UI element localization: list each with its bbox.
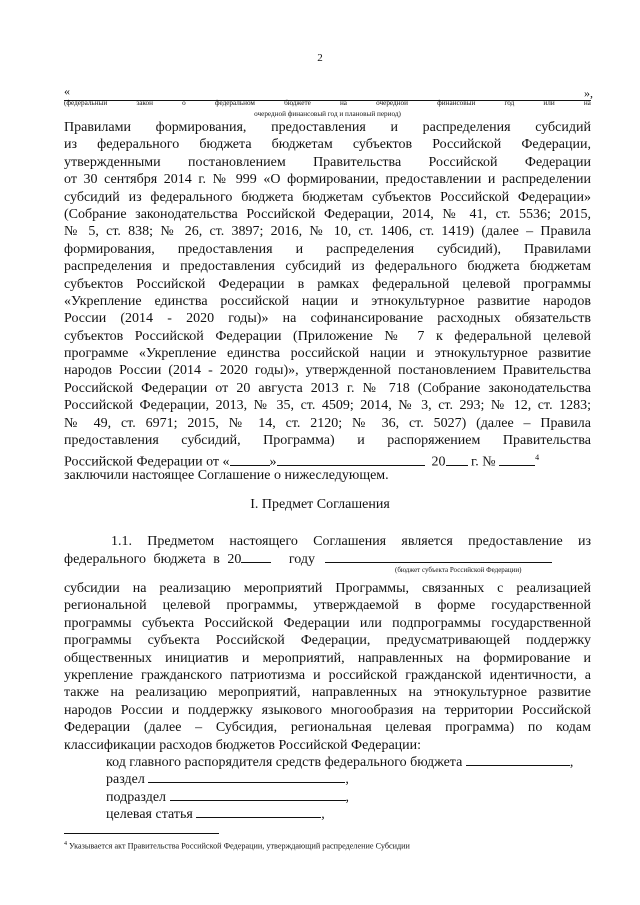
target-article-field bbox=[196, 805, 321, 818]
text-line: программы субъекта Российской Федерации или подпрограммы государственной bbox=[64, 615, 591, 631]
text-line: № 5, ст. 838; № 26, ст. 3897; 2016, № 10, ст. 1406, ст. 1419) (далее – Правила bbox=[64, 224, 591, 240]
text-line: распределения и предоставления субсидий из федерального бюджета бюджетам bbox=[64, 259, 591, 275]
footnote bbox=[64, 841, 410, 851]
text-line: программе «Укрепление единства российской нации и этнокультурное развитие bbox=[64, 346, 591, 362]
section-title: I. Предмет Соглашения bbox=[250, 497, 390, 512]
caption-word: на bbox=[583, 99, 591, 107]
text-line: субъектов Российской Федерации в рамках федеральной целевой программы bbox=[64, 276, 591, 292]
text-line: формирования, предоставления и распределения субсидий), Правилами bbox=[64, 241, 591, 257]
text-line: России (2014 - 2020 годы)» на софинансирование расходных обязательств bbox=[64, 311, 591, 327]
text-line: субъектов Российской Федерации (Приложение № 7 к федеральной целевой bbox=[64, 328, 591, 344]
code-row-subsection: подраздел , bbox=[106, 789, 350, 805]
text-line: Правилами формирования, предоставления и распределения субсидий bbox=[64, 120, 591, 135]
caption-word: очередной bbox=[376, 99, 408, 107]
classification-codes bbox=[106, 753, 596, 823]
text-line: из федерального бюджета бюджетам субъектов Российской Федерации, bbox=[64, 137, 591, 153]
text-line: субсидий из федерального бюджета бюджетам субъектов Российской Федерации» bbox=[64, 189, 591, 205]
text-line: № 49, ст. 6971; 2015, № 14, ст. 2120; № 36, ст. 5027) (далее – Правила bbox=[64, 415, 591, 431]
text-line: программы субъекта Российской Федерации, предусматривающей поддержку bbox=[64, 633, 591, 649]
year-blank bbox=[446, 453, 468, 466]
page-number: 2 bbox=[317, 52, 323, 64]
federal-law-caption bbox=[64, 99, 591, 107]
text-line: народов России и поддержку языкового многообразия на территории Российской bbox=[64, 702, 591, 718]
footnote-ref: 4 bbox=[535, 453, 540, 463]
text-line: от 30 сентября 2014 г. № 999 «О формировании, предоставлении и распределении bbox=[64, 172, 591, 188]
code-row-section: раздел , bbox=[106, 772, 349, 788]
order-date-line: Российской Федерации от « » 20 г. № $^4$ bbox=[64, 453, 540, 471]
footnote-text: Указывается акт Правительства Российской Федерации, утверждающий распределение Субсидии bbox=[69, 841, 410, 851]
caption-word: или bbox=[543, 99, 555, 107]
text-line: региональной целевой программы, утверждаемой в форме государственной bbox=[64, 598, 591, 614]
caption-word: о bbox=[182, 99, 186, 107]
subsection-code-field bbox=[170, 788, 346, 801]
open-quote: « bbox=[64, 84, 70, 98]
text-line: укрепление гражданского патриотизма и российской гражданской идентичности, а bbox=[64, 667, 591, 683]
caption-word: закон bbox=[136, 99, 153, 107]
caption-word: бюджете bbox=[284, 99, 311, 107]
code-row-grbs: код главного распорядителя средств федерального бюджета , bbox=[106, 755, 574, 770]
caption-word: финансовый bbox=[437, 99, 476, 107]
text-line: предоставления субсидий, Программа) и распоряжением Правительства bbox=[64, 433, 591, 449]
text-line: также на реализацию мероприятий, направленных на этнокультурное развитие bbox=[64, 685, 591, 701]
caption-word: (федеральный bbox=[64, 99, 108, 107]
footnote-divider bbox=[64, 833, 219, 834]
caption-word: федеральном bbox=[214, 99, 255, 107]
subsidy-paragraph bbox=[64, 580, 591, 754]
text-line: 1.1. Предметом настоящего Соглашения является предоставление из bbox=[111, 534, 591, 549]
text-line: общественных инициатив и мероприятий, направленных на формирование и bbox=[64, 650, 591, 666]
grbs-code-field bbox=[466, 753, 570, 766]
budget-subject-caption: (бюджет субъекта Российской Федерации) bbox=[395, 566, 522, 574]
text-line: классификации расходов бюджетов Российской Федерации: bbox=[64, 737, 422, 753]
caption-word: на bbox=[339, 99, 347, 107]
month-blank bbox=[277, 453, 425, 466]
text-line: утвержденными постановлением Правительства Российской Федерации bbox=[64, 154, 591, 170]
year-blank bbox=[241, 550, 271, 563]
code-row-target: целевая статья , bbox=[106, 807, 325, 823]
text-line: заключили настоящее Соглашение о нижеследующем. bbox=[64, 467, 389, 483]
text-line: Федерации (далее – Субсидия, региональная целевая программа) по кодам bbox=[64, 720, 591, 736]
caption-word: год bbox=[504, 99, 515, 107]
text-line: субсидии на реализацию мероприятий Программы, связанных с реализацией bbox=[64, 581, 591, 596]
federal-law-caption-line2: очередной финансовый год и плановый период) bbox=[254, 110, 401, 118]
text-line: «Укрепление единства российской нации и этнокультурное развитие народов bbox=[64, 293, 591, 309]
budget-line: федерального бюджета в 20 году bbox=[64, 550, 591, 567]
preamble-paragraph bbox=[64, 119, 591, 484]
number-blank bbox=[499, 453, 535, 466]
day-blank bbox=[230, 453, 270, 466]
close-quote: », bbox=[584, 86, 593, 100]
budget-subject-field bbox=[325, 550, 552, 563]
footnote-number: 4 bbox=[64, 841, 67, 847]
section-code-field bbox=[148, 770, 345, 783]
text-line: Российской Федерации, 2013, № 35, ст. 4509; 2014, № 3, ст. 293; № 12, ст. 1283; bbox=[64, 398, 591, 414]
text-line: Российской Федерации от 20 августа 2013 г. № 718 (Собрание законодательства bbox=[64, 380, 591, 396]
text-line: народов России (2014 - 2020 годы)», утвержденной постановлением Правительства bbox=[64, 363, 591, 379]
text-line: (Собрание законодательства Российской Федерации, 2014, № 41, ст. 5536; 2015, bbox=[64, 206, 591, 222]
clause-1-1 bbox=[64, 533, 591, 568]
